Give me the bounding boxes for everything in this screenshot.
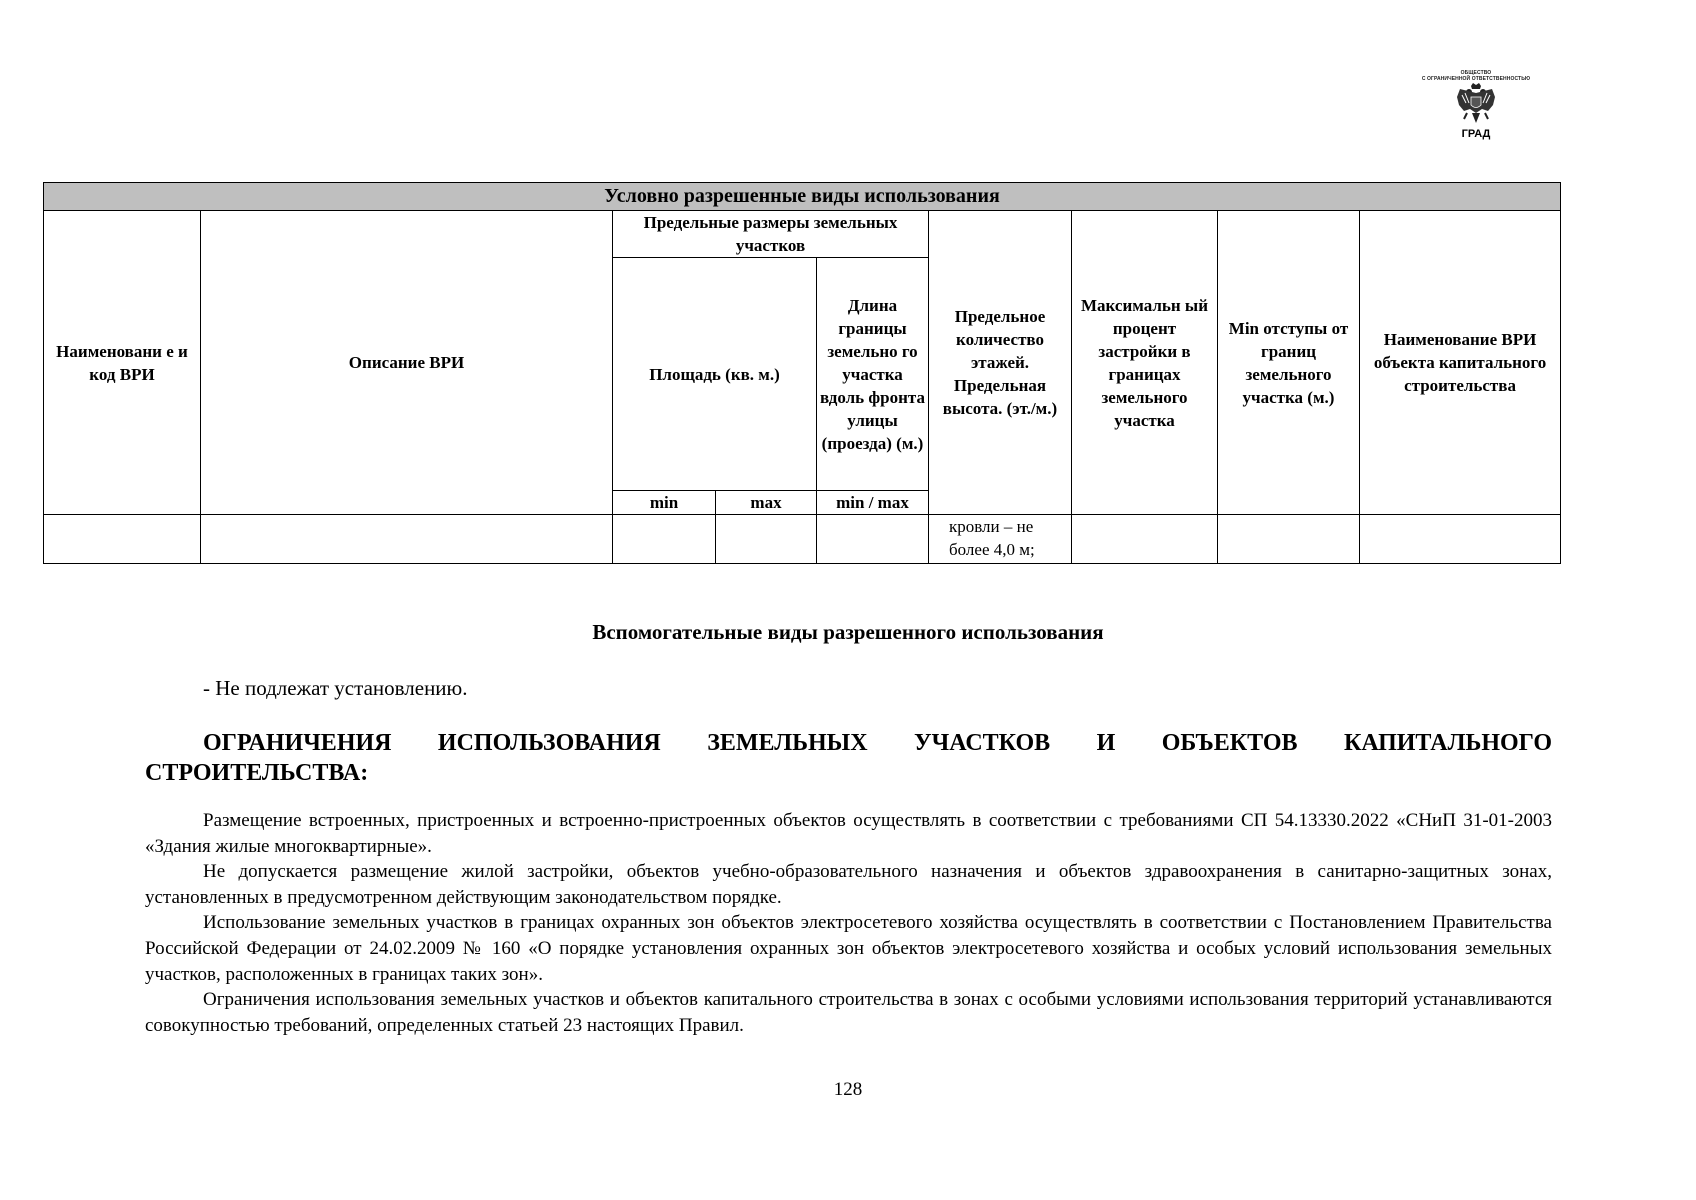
cell-object-name: [1360, 515, 1561, 564]
cell-name-code: [44, 515, 201, 564]
restrictions-heading-line2: СТРОИТЕЛЬСТВА:: [145, 760, 369, 786]
cell-max-percent: [1072, 515, 1218, 564]
header-max-percent: Максимальн ый процент застройки в границах земельного участка: [1072, 211, 1218, 515]
cell-frontage: [817, 515, 929, 564]
table-header-row: [44, 211, 1561, 258]
cell-min-setback: [1218, 515, 1360, 564]
auxiliary-uses-title: Вспомогательные виды разрешенного использования: [592, 620, 1104, 644]
table-title: Условно разрешенные виды использования: [44, 183, 1561, 211]
cell-area-max: [716, 515, 817, 564]
company-logo: [1396, 70, 1556, 156]
table-title-row: [44, 183, 1561, 211]
header-name-code: Наименовани е и код ВРИ: [44, 211, 201, 515]
cell-floors: кровли – не более 4,0 м;: [929, 515, 1072, 564]
logo-name: ГРАД: [1461, 128, 1491, 140]
table-row: [44, 515, 1561, 564]
cell-area-min: [613, 515, 716, 564]
restrictions-body: [145, 808, 1552, 1038]
restrictions-heading-line1: ОГРАНИЧЕНИЯ ИСПОЛЬЗОВАНИЯ ЗЕМЕЛЬНЫХ УЧАСТКОВ И ОБЪЕКТОВ КАПИТАЛЬНОГО: [203, 730, 1552, 756]
header-min: min: [613, 491, 716, 515]
header-min-setback: Min отступы от границ земельного участка (м.): [1218, 211, 1360, 515]
cell-description: [201, 515, 613, 564]
restriction-paragraph: Не допускается размещение жилой застройки, объектов учебно-образовательного назначения и объектов здравоохранения в санитарно-защитных зонах, установленных в предусмотренном действующим законодательством порядке.: [145, 861, 1552, 908]
header-minmax: min / max: [817, 491, 929, 515]
restriction-paragraph: Использование земельных участков в границах охранных зон объектов электросетевого хозяйства осуществлять в соответствии с Постановлением Правительства Российской Федерации от 24.02.2009 № 160 «О порядке установления охранных зон объектов электросетевого хозяйства и особых условий использования земельных участков, расположенных в границах таких зон».: [145, 912, 1552, 985]
header-max: max: [716, 491, 817, 515]
logo-caption-line1: ОБЩЕСТВО: [1460, 70, 1492, 76]
double-headed-eagle-icon: [1456, 83, 1496, 127]
restriction-paragraph: Ограничения использования земельных участков и объектов капитального строительства в зонах с особыми условиями использования территорий устанавливаются совокупностью требований, определенных статьей 23 настоящих Правил.: [145, 989, 1552, 1036]
header-description: Описание ВРИ: [201, 211, 613, 515]
header-floors: Предельное количество этажей. Предельная высота. (эт./м.): [929, 211, 1072, 515]
auxiliary-uses-item: - Не подлежат установлению.: [203, 676, 468, 700]
restrictions-heading: [145, 728, 1552, 788]
header-object-name: Наименование ВРИ объекта капитального строительства: [1360, 211, 1561, 515]
page-number: 128: [833, 1079, 863, 1100]
header-area: Площадь (кв. м.): [613, 258, 817, 491]
header-limit-sizes: Предельные размеры земельных участков: [613, 211, 929, 258]
restriction-paragraph: Размещение встроенных, пристроенных и встроенно-пристроенных объектов осуществлять в соответствии с требованиями СП 54.13330.2022 «СНиП 31-01-2003 «Здания жилые многоквартирные».: [145, 810, 1552, 857]
logo-caption-line2: С ОГРАНИЧЕННОЙ ОТВЕТСТВЕННОСТЬЮ: [1421, 76, 1531, 82]
conditional-uses-table: [43, 182, 1561, 564]
header-frontage: Длина границы земельно го участка вдоль фронта улицы (проезда) (м.): [817, 258, 929, 491]
